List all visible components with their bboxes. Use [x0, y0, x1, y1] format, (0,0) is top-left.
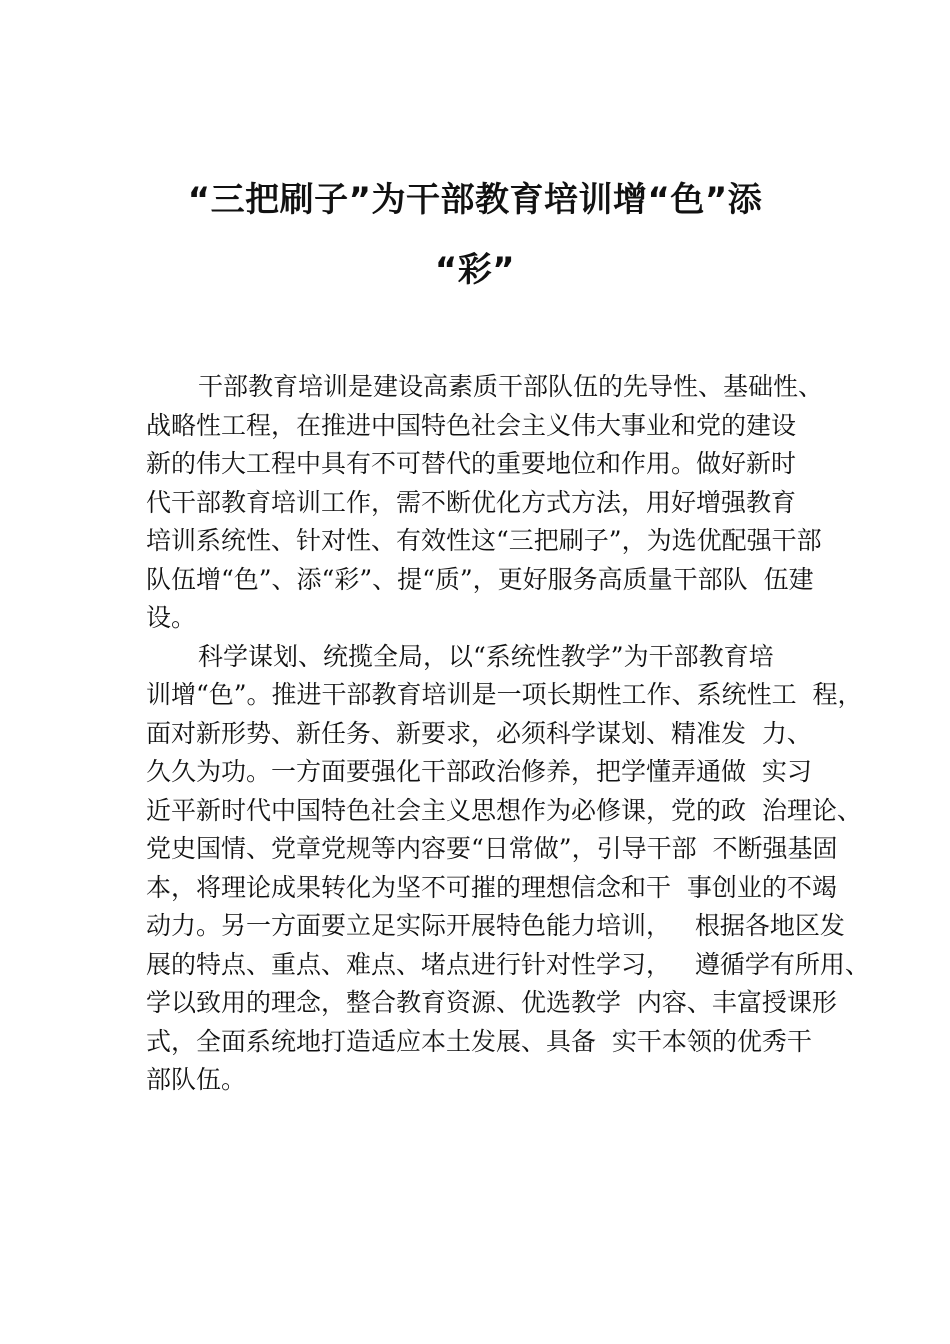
text-line: 代干部教育培训工作，需不断优化方式方法，用好增强教育 [146, 487, 797, 517]
text-line: 训增“色”。推进干部教育培训是一项长期性工作、系统性工 程， [146, 680, 863, 709]
text-line: 久久为功。一方面要强化干部政治修养，把学懂弄通做 实习 [146, 757, 812, 786]
document-title-line-2: “彩” [434, 250, 516, 290]
text-line: 本，将理论成果转化为坚不可摧的理想信念和干 事创业的不竭 [146, 872, 837, 902]
paragraph-2 [146, 638, 870, 1100]
text-line: 队伍增“色”、添“彩”、提“质”，更好服务高质量干部队 伍建 [146, 564, 814, 594]
document-body [146, 368, 870, 1100]
text-line: 面对新形势、新任务、新要求，必须科学谋划、精准发 力、 [146, 718, 812, 748]
text-line: 学以致用的理念，整合教育资源、优选教学 内容、丰富授课形 [146, 988, 837, 1017]
text-line: 培训系统性、针对性、有效性这“三把刷子”，为选优配强干部 [146, 526, 822, 555]
paragraph-1 [146, 368, 866, 638]
text-line: 部队伍。 [146, 1065, 247, 1094]
text-line: 式，全面系统地打造适应本土发展、具备 实干本领的优秀干 [146, 1026, 812, 1056]
text-line: 展的特点、重点、难点、堵点进行针对性学习， 遵循学有所用、 [146, 949, 870, 979]
text-line: 设。 [146, 603, 197, 632]
text-line: 党史国情、党章党规等内容要“日常做”，引导干部 不断强基固 [146, 834, 838, 863]
text-line: 干部教育培训是建设高素质干部队伍的先导性、基础性、 [198, 372, 824, 401]
document-title-line-1: “三把刷子”为干部教育培训增“色”添 [187, 180, 763, 220]
text-line: 战略性工程，在推进中国特色社会主义伟大事业和党的建设 [146, 410, 797, 440]
text-line: 新的伟大工程中具有不可替代的重要地位和作用。做好新时 [146, 449, 797, 478]
text-line: 动力。另一方面要立足实际开展特色能力培训， 根据各地区发 [146, 911, 845, 940]
text-line: 近平新时代中国特色社会主义思想作为必修课，党的政 治理论、 [146, 795, 862, 825]
text-line: 科学谋划、统揽全局，以“系统性教学”为干部教育培 [198, 641, 774, 671]
